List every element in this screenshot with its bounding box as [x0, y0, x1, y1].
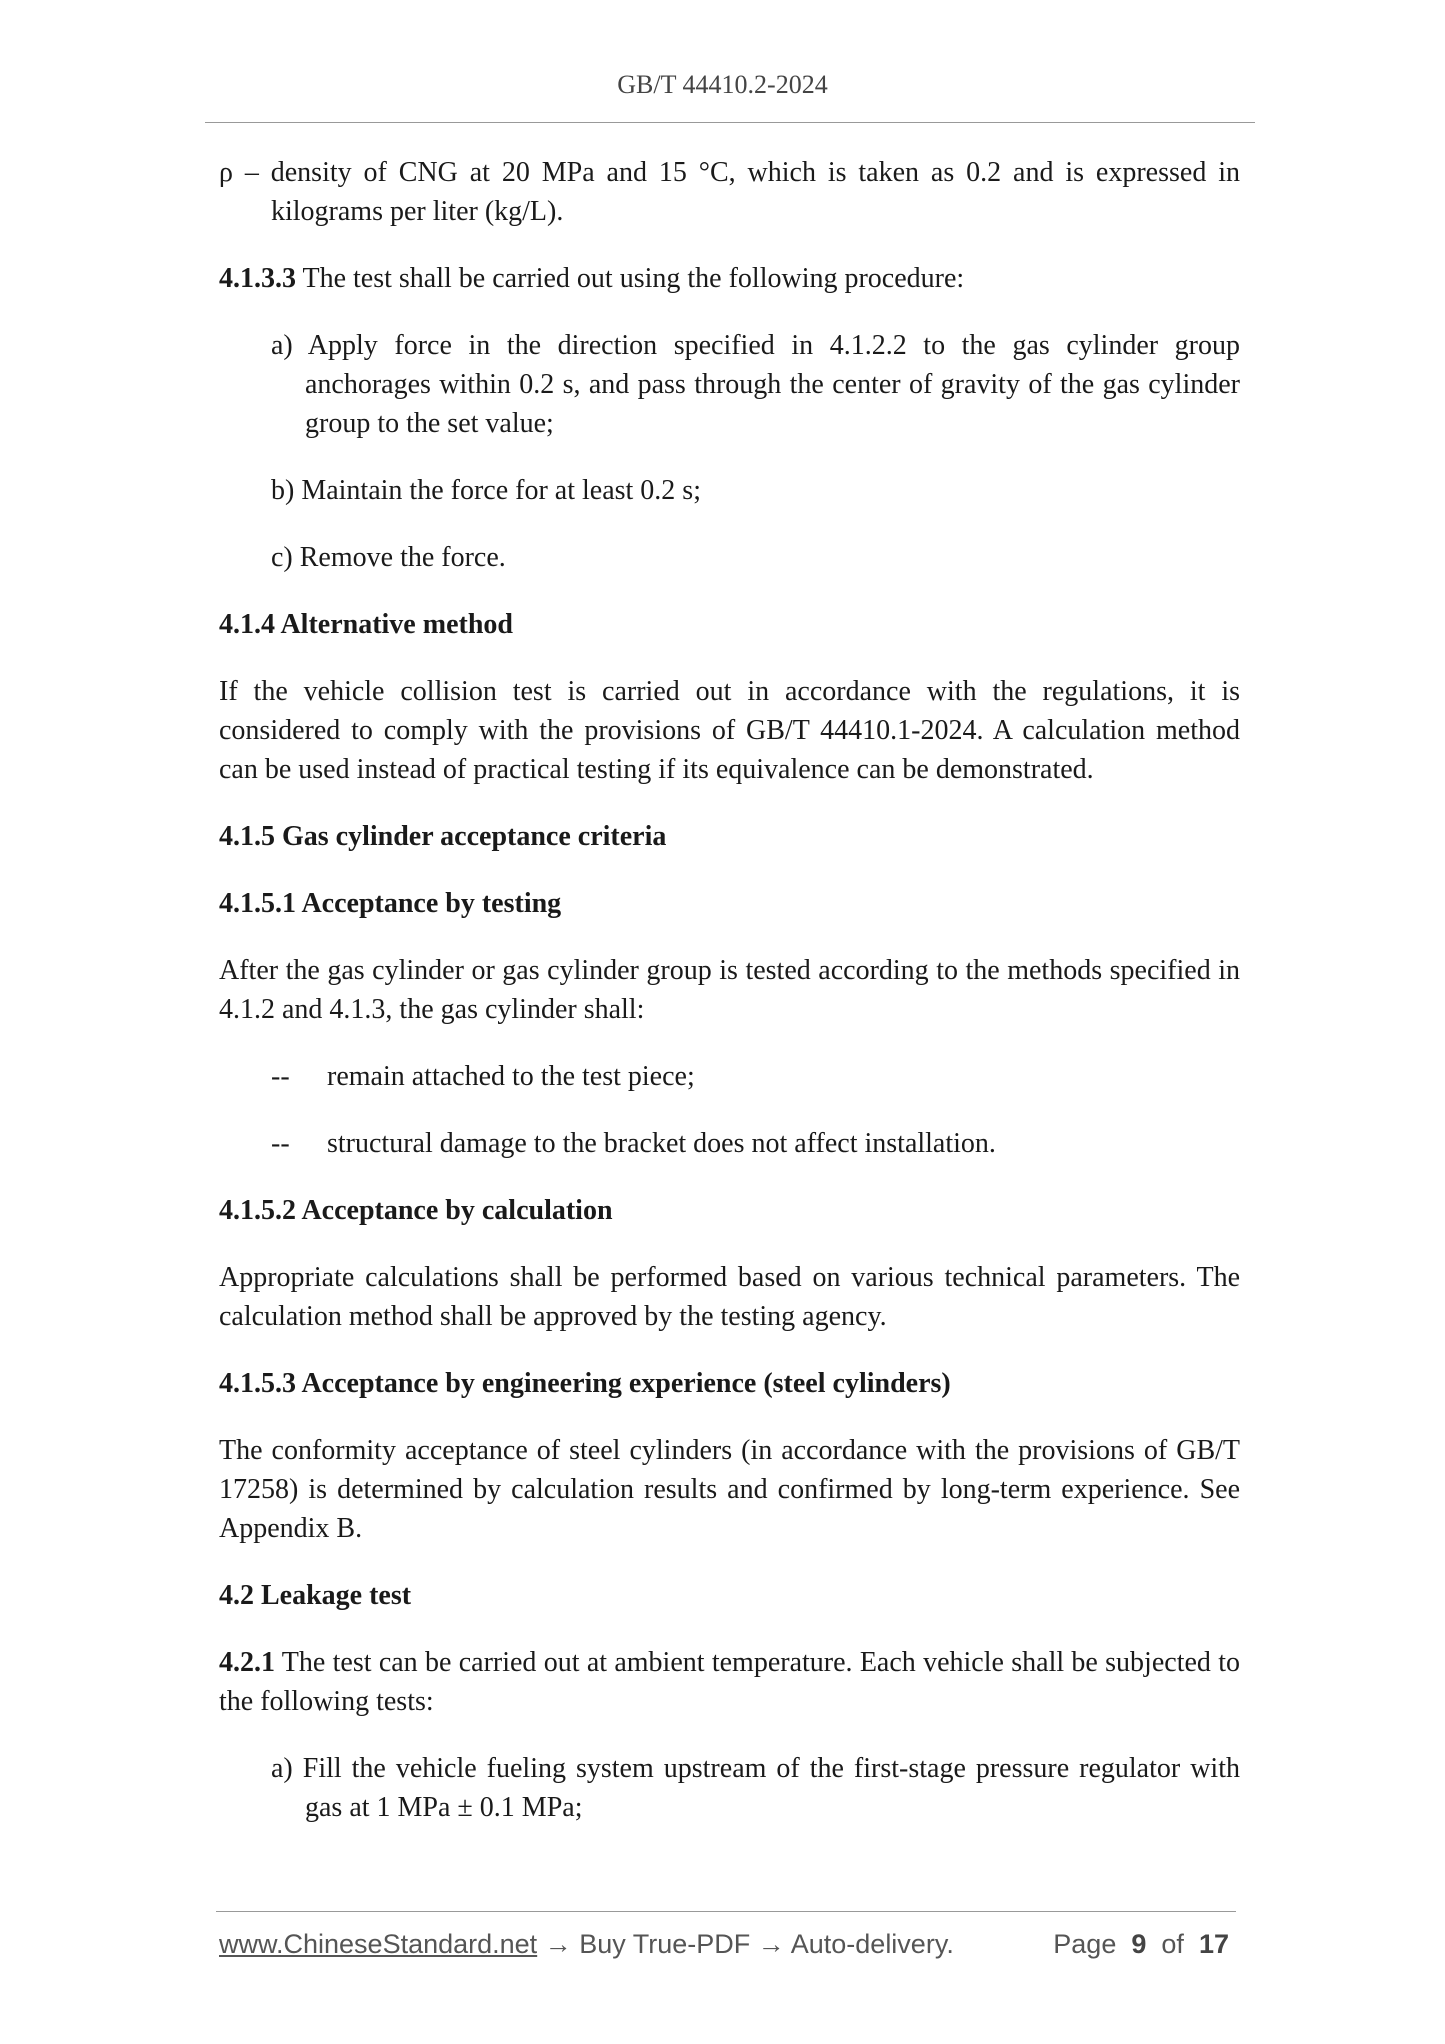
clause-number: 4.1.3.3	[219, 263, 296, 294]
heading-4-1-5: 4.1.5 Gas cylinder acceptance criteria	[219, 821, 667, 852]
clause-text: The test can be carried out at ambient temperature. Each vehicle shall be subjected to the following tests:	[219, 1647, 1240, 1717]
rho-definition: ρ – density of CNG at 20 MPa and 15 °C, which is taken as 0.2 and is expressed in kilograms per liter (kg/L).	[219, 157, 1240, 227]
heading-4-2: 4.2 Leakage test	[219, 1580, 412, 1611]
footer-divider	[216, 1911, 1236, 1912]
of-label: of	[1161, 1929, 1184, 1959]
header-divider	[205, 122, 1255, 123]
procedure-step-b: b) Maintain the force for at least 0.2 s;	[271, 475, 701, 506]
leak-step-a: a) Fill the vehicle fueling system upstream of the first-stage pressure regulator with gas at 1 MPa ± 0.1 MPa;	[271, 1753, 1240, 1823]
paragraph-4-1-5-2: Appropriate calculations shall be performed based on various technical parameters. The calculation method shall be approved by the testing agency.	[219, 1262, 1240, 1332]
procedure-step-c: c) Remove the force.	[271, 542, 506, 573]
dash-item-text: remain attached to the test piece;	[327, 1061, 695, 1092]
procedure-step-a: a) Apply force in the direction specified in 4.1.2.2 to the gas cylinder group anchorages within 0.2 s, and pass through the center of gravity of the gas cylinder group to the set value;	[271, 330, 1240, 439]
page-counter	[1053, 1929, 1229, 1960]
site-link[interactable]: www.ChineseStandard.net	[219, 1929, 538, 1959]
clause-text: The test shall be carried out using the following procedure:	[296, 263, 965, 294]
heading-4-1-5-2: 4.1.5.2 Acceptance by calculation	[219, 1195, 613, 1226]
heading-4-1-5-1: 4.1.5.1 Acceptance by testing	[219, 888, 562, 919]
dash-marker: --	[271, 1061, 290, 1092]
dash-item	[271, 1124, 1240, 1163]
page-total: 17	[1198, 1929, 1229, 1959]
page-label: Page	[1053, 1929, 1117, 1959]
heading-4-1-5-3: 4.1.5.3 Acceptance by engineering experience (steel cylinders)	[219, 1368, 951, 1399]
page-header: GB/T 44410.2-2024	[617, 70, 828, 99]
page-number: 9	[1131, 1929, 1147, 1959]
clause-4-1-3-3	[219, 259, 1240, 298]
page-body	[219, 153, 1240, 1827]
clause-number: 4.2.1	[219, 1647, 275, 1678]
dash-item-text: structural damage to the bracket does not affect installation.	[327, 1128, 996, 1159]
dash-item	[271, 1057, 1240, 1096]
paragraph-4-1-5-1: After the gas cylinder or gas cylinder group is tested according to the methods specified in 4.1.2 and 4.1.3, the gas cylinder shall:	[219, 955, 1240, 1025]
paragraph-4-1-5-3: The conformity acceptance of steel cylinders (in accordance with the provisions of GB/T 17258) is determined by calculation results and confirmed by long-term experience. See Appendix B.	[219, 1435, 1240, 1544]
dash-marker: --	[271, 1128, 290, 1159]
footer-tagline: → Buy True-PDF → Auto-delivery.	[537, 1929, 954, 1959]
paragraph-4-1-4: If the vehicle collision test is carried out in accordance with the regulations, it is considered to comply with the provisions of GB/T 44410.1-2024. A calculation method can be used instead of practical testing if its equivalence can be demonstrated.	[219, 676, 1240, 785]
heading-4-1-4: 4.1.4 Alternative method	[219, 609, 513, 640]
clause-4-2-1	[219, 1643, 1240, 1721]
